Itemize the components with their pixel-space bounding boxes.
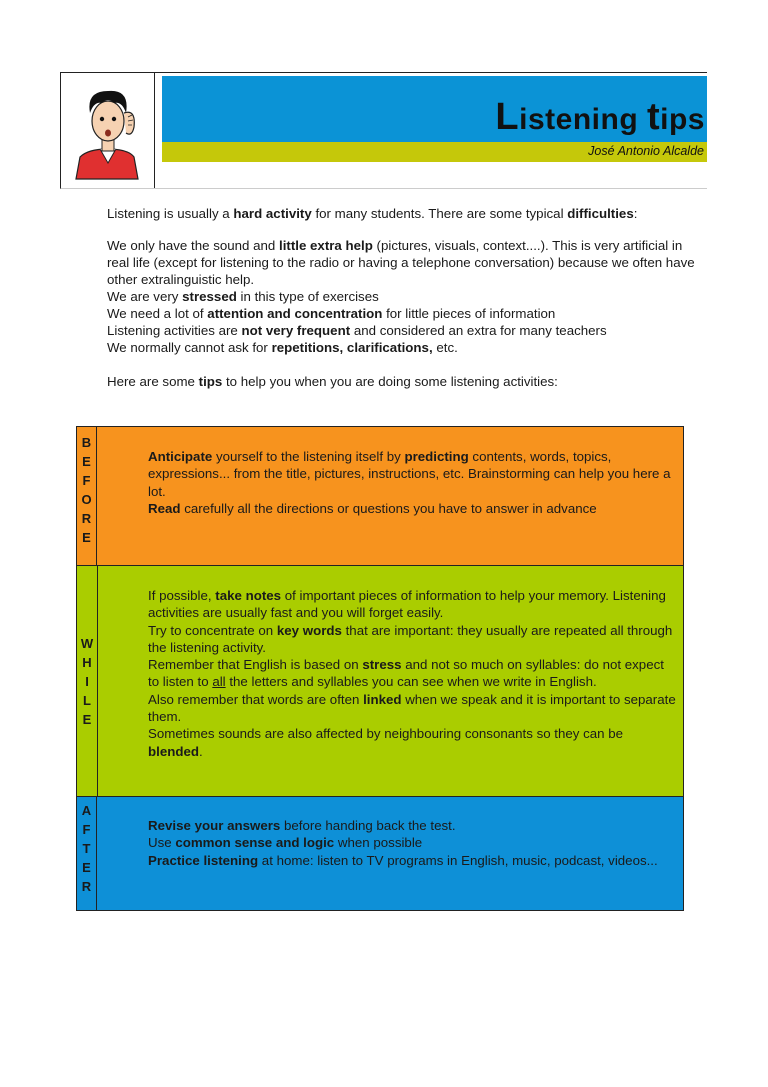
- difficulties-list: [107, 237, 707, 356]
- author-name: José Antonio Alcalde: [588, 144, 704, 158]
- tip-item: Sometimes sounds are also affected by neighbouring consonants so they can be blended.: [148, 726, 624, 759]
- document-header: [60, 72, 707, 189]
- tips-row-after: [77, 797, 683, 911]
- tip-item: If possible, take notes of important pieces of information to help your memory. Listening activities are usually fast and you will forget easily.: [148, 588, 666, 621]
- difficulty-item: Listening activities are not very frequent and considered an extra for many teachers: [107, 323, 607, 338]
- row-label-before: B E F O R E: [77, 427, 97, 565]
- intro-paragraph: Listening is usually a hard activity for many students. There are some typical difficulties:: [107, 206, 638, 221]
- difficulty-item: We are very stressed in this type of exercises: [107, 289, 379, 304]
- avatar-cell: [61, 73, 155, 188]
- tips-table: [76, 426, 684, 911]
- tip-item: Use common sense and logic when possible: [148, 835, 423, 851]
- tip-item: Anticipate yourself to the listening itself by predicting contents, words, topics, expressions... from the title, pictures, instructions, etc. Brainstorming can help you here a lot.: [148, 449, 671, 499]
- page-title: Listening tips: [495, 96, 705, 138]
- row-label-after: A F T E R: [77, 797, 97, 910]
- difficulty-item: We normally cannot ask for repetitions, clarifications, etc.: [107, 340, 458, 355]
- tip-item: Also remember that words are often linked when we speak and it is important to separate them.: [148, 691, 676, 725]
- title-band: [162, 76, 707, 142]
- tip-item: Remember that English is based on stress and not so much on syllables: do not expect to listen to all the letters and syllables you can see when we write in English.: [148, 657, 664, 690]
- tip-item: Read carefully all the directions or questions you have to answer in advance: [148, 500, 597, 516]
- row-content-after: [148, 817, 678, 869]
- difficulty-item: We only have the sound and little extra help (pictures, visuals, context....). This is very artificial in real life (except for listening to the radio or having a telephone conversation) because we often have other extralinguistic help.: [107, 238, 695, 287]
- tips-row-before: [77, 427, 683, 566]
- row-content-while: [148, 587, 678, 760]
- tip-item: Practice listening at home: listen to TV programs in English, music, podcast, videos...: [148, 852, 658, 868]
- row-content-before: [148, 448, 678, 517]
- outro-paragraph: Here are some tips to help you when you are doing some listening activities:: [107, 374, 558, 389]
- tip-item: Revise your answers before handing back the test.: [148, 818, 456, 833]
- row-label-while: W H I L E: [77, 566, 98, 796]
- tip-item: Try to concentrate on key words that are important: they usually are repeated all through the listening activity.: [148, 622, 673, 655]
- tips-row-while: [77, 566, 683, 797]
- boy-listening-icon: [68, 83, 148, 181]
- difficulty-item: We need a lot of attention and concentration for little pieces of information: [107, 306, 556, 321]
- author-band: [162, 142, 707, 162]
